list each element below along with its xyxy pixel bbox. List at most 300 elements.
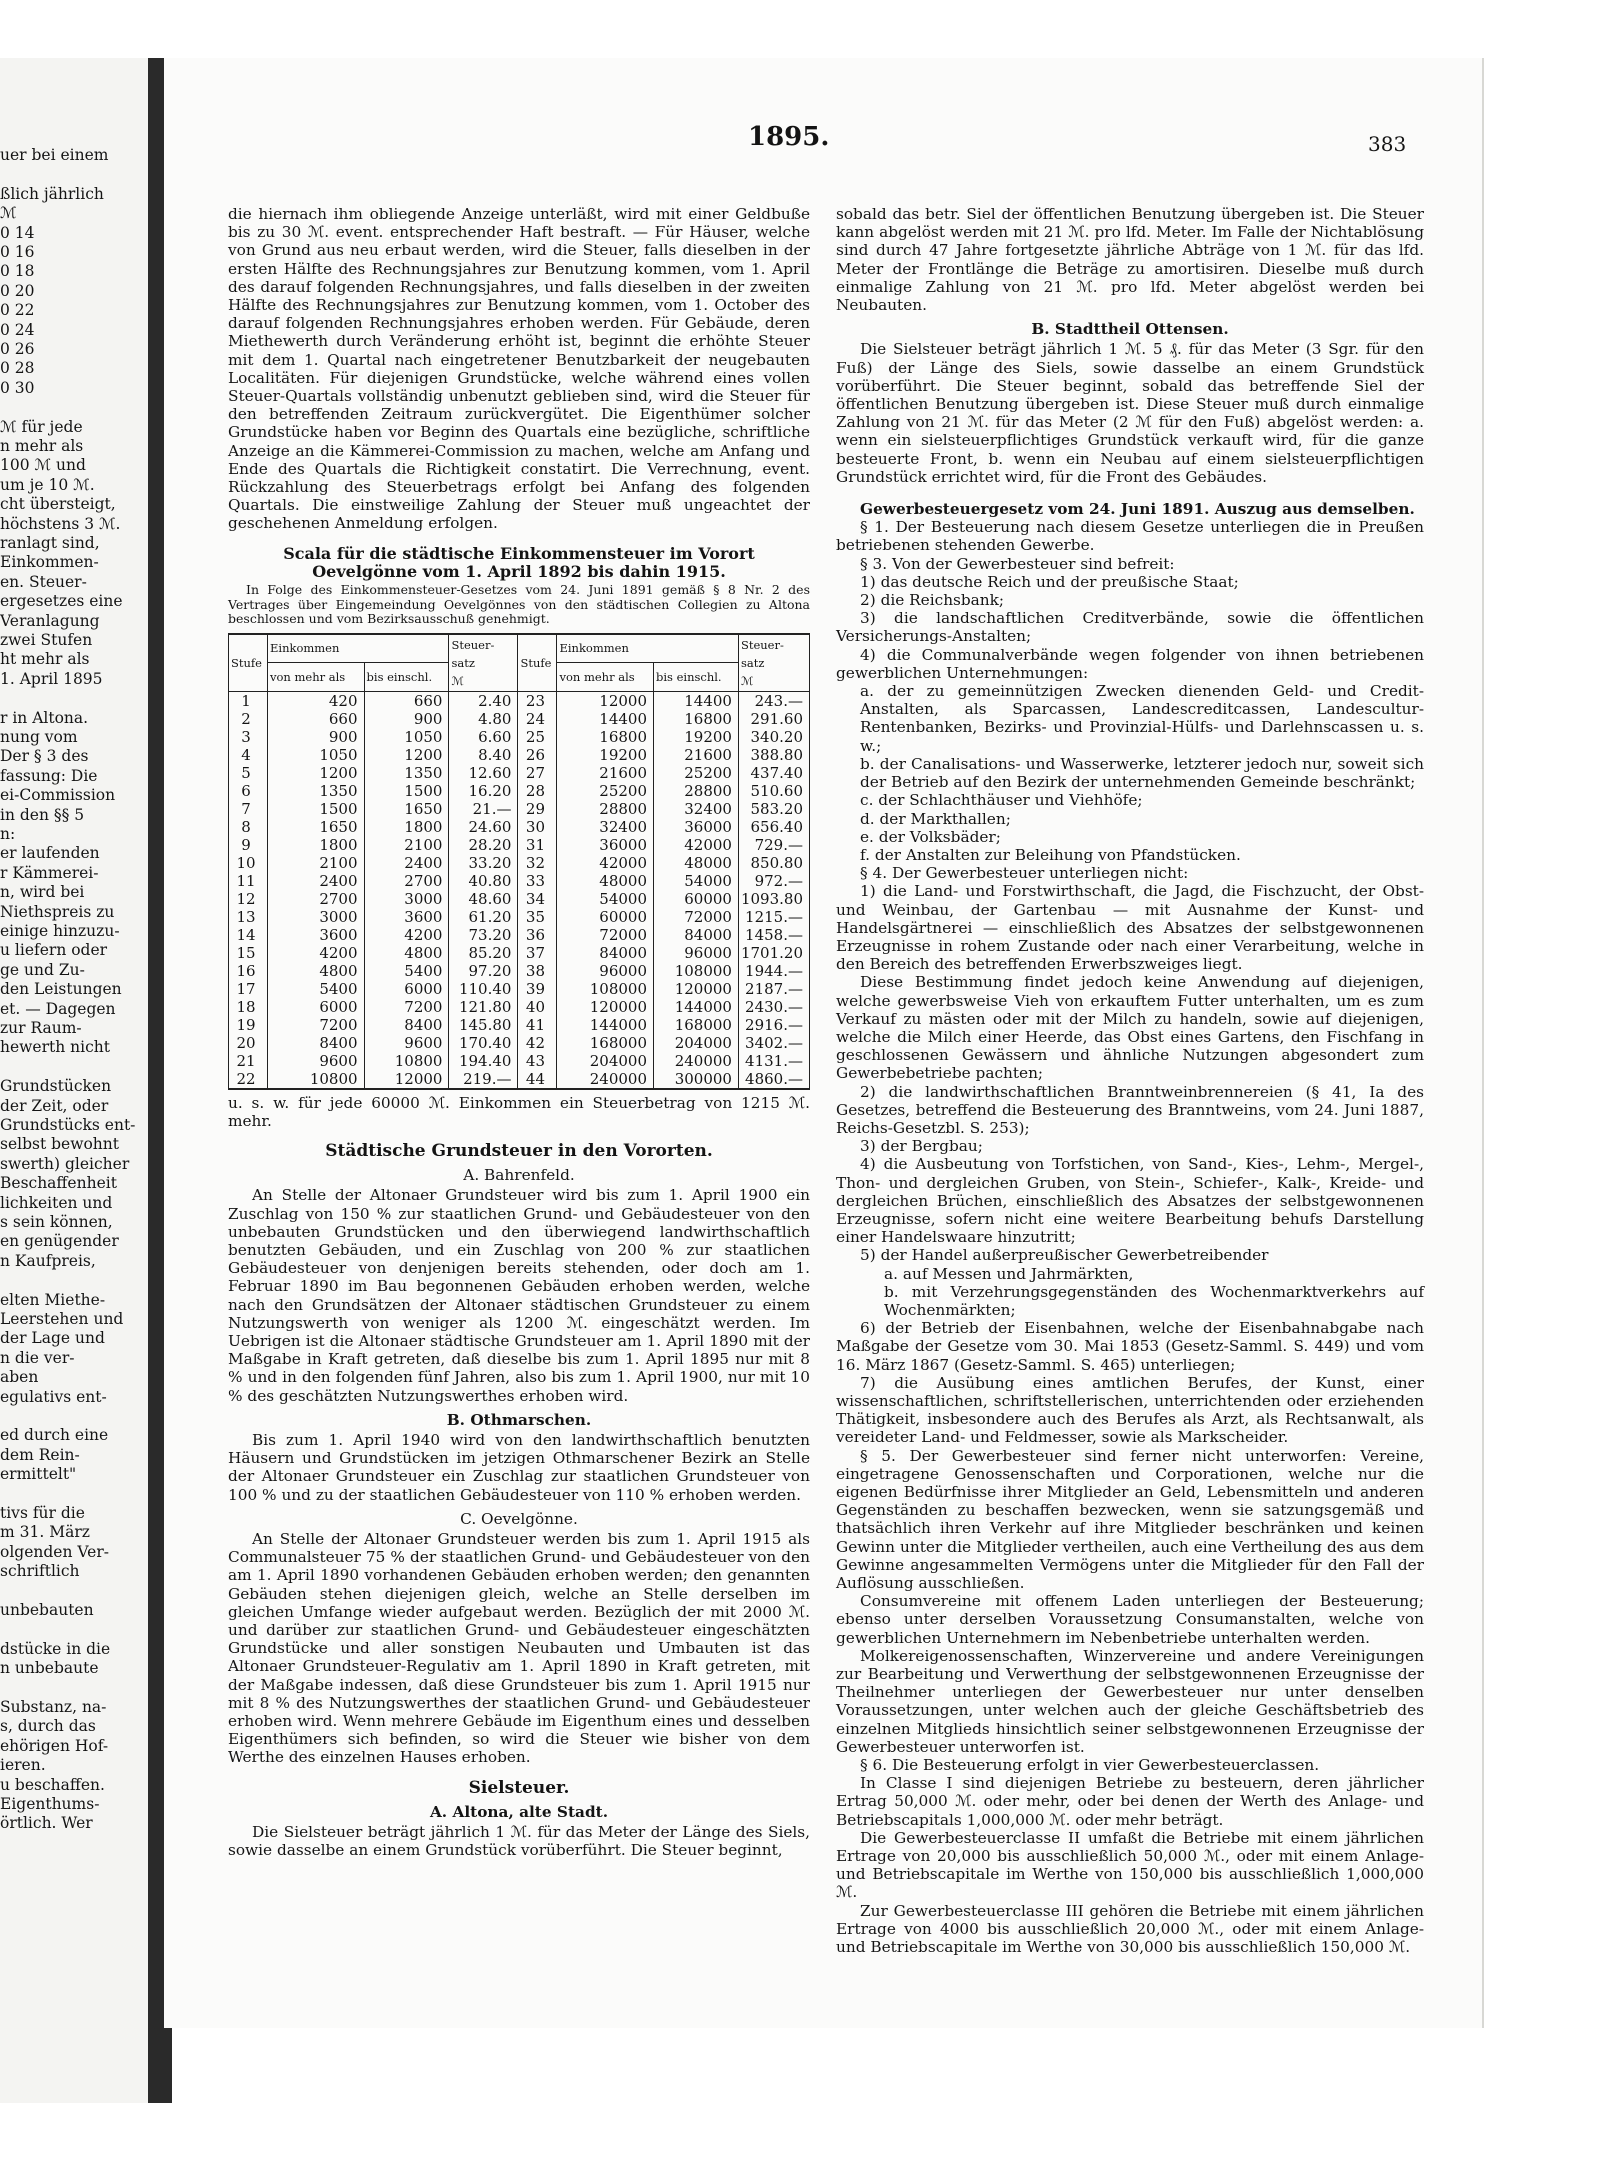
- table-row: [229, 890, 810, 908]
- table-cell: 6.60: [449, 728, 518, 746]
- left-page-fragment: ℳ: [0, 204, 17, 223]
- left-page-fragment: 0 28: [0, 359, 35, 378]
- table-row: [229, 1070, 810, 1089]
- table-cell: 7200: [364, 998, 449, 1016]
- table-row: [229, 782, 810, 800]
- left-page-fragment: swerth) gleicher: [0, 1154, 130, 1173]
- header-bis-einschl-2: bis einschl.: [654, 663, 739, 691]
- table-cell: 60000: [557, 908, 654, 926]
- left-page-fragment: et. — Dagegen: [0, 999, 116, 1018]
- table-cell: 1: [229, 691, 268, 710]
- table-cell: 420: [268, 691, 365, 710]
- table-row: [229, 818, 810, 836]
- table-cell: 25200: [557, 782, 654, 800]
- section-4-item-1: 1) die Land- und Forstwirthschaft, die Jagd, die Fischzucht, der Obst- und Weinbau, der Gartenbau — mit Ausnahme der Kunst- und Handelsgärtnerei — einschließlich des Absatzes der selbstgewonnenen Erzeugnisse in rohem Zustande oder nach einer Verarbeitung, welche in den Bereich des betreffenden Erwerbszweiges liegt.: [836, 882, 1424, 974]
- table-cell: 2700: [364, 872, 449, 890]
- left-page-fragment: 100 ℳ und: [0, 456, 86, 475]
- section-1: § 1. Der Besteuerung nach diesem Gesetze unterliegen die in Preußen betriebenen stehenden Gewerbe.: [836, 518, 1424, 555]
- table-cell: 23: [518, 691, 557, 710]
- header-stufe: Stufe: [229, 634, 268, 692]
- table-cell: 44: [518, 1070, 557, 1089]
- left-page-fragment: 0 22: [0, 301, 35, 320]
- header-bis-einschl: bis einschl.: [364, 663, 449, 691]
- table-cell: 660: [364, 691, 449, 710]
- table-cell: 3600: [268, 926, 365, 944]
- table-cell: 120000: [654, 980, 739, 998]
- table-cell: 656.40: [738, 818, 809, 836]
- table-row: [229, 1052, 810, 1070]
- table-cell: 42000: [557, 854, 654, 872]
- table-row: [229, 908, 810, 926]
- table-cell: 1050: [364, 728, 449, 746]
- left-page-fragment: r in Altona.: [0, 708, 89, 727]
- left-page-fragment: elten Miethe-: [0, 1290, 106, 1309]
- left-page-fragment: lichkeiten und: [0, 1193, 113, 1212]
- section-4-item-5b: b. mit Verzehrungsgegenständen des Wochenmarktverkehrs auf Wochenmärkten;: [884, 1282, 1424, 1319]
- table-cell: 85.20: [449, 944, 518, 962]
- left-page-fragment: m 31. März: [0, 1523, 90, 1542]
- left-page-fragment: Leerstehen und: [0, 1310, 124, 1328]
- table-row: [229, 800, 810, 818]
- table-cell: 54000: [654, 872, 739, 890]
- left-page-fragment: dstücke in die: [0, 1639, 111, 1658]
- table-row: [229, 854, 810, 872]
- table-cell: 1650: [364, 800, 449, 818]
- table-cell: 729.—: [738, 836, 809, 854]
- table-cell: 11: [229, 872, 268, 890]
- left-page-fragment: n Kaufpreis,: [0, 1251, 96, 1270]
- header-von-mehr-als-2: von mehr als: [557, 663, 654, 691]
- table-cell: 14: [229, 926, 268, 944]
- table-cell: 1050: [268, 746, 365, 764]
- table-cell: 48000: [654, 854, 739, 872]
- table-cell: 900: [364, 710, 449, 728]
- table-cell: 72000: [557, 926, 654, 944]
- table-cell: 4: [229, 746, 268, 764]
- left-page-fragment: s sein können,: [0, 1213, 113, 1231]
- table-cell: 1944.—: [738, 962, 809, 980]
- table-cell: 2916.—: [738, 1016, 809, 1034]
- table-cell: 10: [229, 854, 268, 872]
- left-page-fragment: örtlich. Wer: [0, 1814, 93, 1833]
- item-4: 4) die Communalverbände wegen folgender von ihnen betriebenen gewerblichen Unternehmungen:: [836, 645, 1424, 682]
- table-row: [229, 998, 810, 1016]
- table-cell: 14400: [557, 710, 654, 728]
- table-cell: 33.20: [449, 854, 518, 872]
- table-cell: 73.20: [449, 926, 518, 944]
- table-cell: 21600: [557, 764, 654, 782]
- table-cell: 28: [518, 782, 557, 800]
- table-cell: 5400: [364, 962, 449, 980]
- left-page-fragment: ht mehr als: [0, 650, 90, 669]
- left-page-fragment: Substanz, na-: [0, 1698, 107, 1716]
- table-row: [229, 962, 810, 980]
- table-cell: 204000: [557, 1052, 654, 1070]
- table-cell: 16: [229, 962, 268, 980]
- table-cell: 48.60: [449, 890, 518, 908]
- table-cell: 10800: [364, 1052, 449, 1070]
- item-4e: e. der Volksbäder;: [860, 827, 1001, 846]
- table-cell: 40.80: [449, 872, 518, 890]
- oevelgoenne-text: An Stelle der Altonaer Grundsteuer werden bis zum 1. April 1915 als Communalsteuer 75 % der staatlichen Grund- und Gebäudesteuer von den am 1. April 1890 vorhandenen Gebäuden erhoben werden; den genannten Gebäuden stehen diejenigen gleich, welche an Stelle derselben im gleichen Umfange wieder aufgebaut werden. Bezüglich der mit 2000 ℳ. und darüber zur staatlichen Grund- und Gebäudesteuer eingeschätzten Grundstücke und aller sonstigen Neubauten und Umbauten ist das Altonaer Grundsteuer-Regulativ am 1. April 1890 in Kraft getreten, mit der Maßgabe indessen, daß diese Grundsteuer bis zum 1. April 1915 nur mit 8 % des Nutzungswerthes der staatlichen Grund- und Gebäudesteuer erhoben wird. Wenn mehrere Gebäude im Eigenthum eines und desselben Eigenthümers sich befinden, so wird die Steuer wie bisher von dem Werthe des einzelnen Hauses erhoben.: [228, 1530, 810, 1767]
- table-cell: 1350: [364, 764, 449, 782]
- table-cell: 144000: [557, 1016, 654, 1034]
- table-cell: 48000: [557, 872, 654, 890]
- table-cell: 22: [229, 1070, 268, 1089]
- table-cell: 4800: [364, 944, 449, 962]
- section-4-item-1b: Diese Bestimmung findet jedoch keine Anwendung auf diejenigen, welche gewerbsweise Vieh von erkauftem Futter unterhalten, um es zum Verkauf zu mästen oder mit der Milch zu handeln, sowie auf diejenigen, welche die Milch einer Heerde, das Obst eines Gartens, den Fischfang in geschlossenen Gewässern und ähnliche Nutzungen abgesondert zum Gewerbebetriebe pachten;: [836, 973, 1424, 1083]
- table-cell: 16800: [654, 710, 739, 728]
- table-cell: 32400: [654, 800, 739, 818]
- left-page-fragment: 0 16: [0, 243, 35, 261]
- left-page-fragment: selbst bewohnt: [0, 1135, 120, 1154]
- table-cell: 2.40: [449, 691, 518, 710]
- left-page-fragment: 1. April 1895: [0, 669, 103, 688]
- table-cell: 3600: [364, 908, 449, 926]
- table-cell: 240000: [557, 1070, 654, 1089]
- table-cell: 29: [518, 800, 557, 818]
- table-cell: 168000: [654, 1016, 739, 1034]
- left-page-fragment: egulativs ent-: [0, 1387, 107, 1406]
- table-cell: 4860.—: [738, 1070, 809, 1089]
- table-cell: 28.20: [449, 836, 518, 854]
- table-row: [229, 746, 810, 764]
- table-cell: 36000: [654, 818, 739, 836]
- table-cell: 8: [229, 818, 268, 836]
- section-5: § 5. Der Gewerbesteuer sind ferner nicht unterworfen: Vereine, eingetragene Genossenschaften und Corporationen, welche nur die eigenen Bedürfnisse ihrer Mitglieder an Geld, Lebensmitteln und anderen Gegenständen zu beschaffen bezwecken, wenn sie satzungsgemäß und thatsächlich ihren Verkehr auf ihre Mitglieder beschränken und keinen Gewinn unter die Mitglieder vertheilen, auch eine Vertheilung des aus dem Gewinne angesammelten Vermögens unter die Mitglieder für den Fall der Auflösung ausschließen.: [836, 1446, 1424, 1593]
- table-row: [229, 926, 810, 944]
- table-cell: 388.80: [738, 746, 809, 764]
- table-cell: 15: [229, 944, 268, 962]
- table-cell: 19200: [557, 746, 654, 764]
- table-cell: 8.40: [449, 746, 518, 764]
- left-page-fragment: n:: [0, 825, 16, 843]
- bahrenfeld-heading: A. Bahrenfeld.: [463, 1166, 575, 1185]
- table-cell: 3402.—: [738, 1034, 809, 1052]
- left-page-fragment: dem Rein-: [0, 1445, 80, 1464]
- left-page-fragment: s, durch das: [0, 1717, 96, 1736]
- table-cell: 1200: [364, 746, 449, 764]
- table-row: [229, 691, 810, 710]
- left-page-fragment: ed durch eine: [0, 1426, 109, 1445]
- table-cell: 60000: [654, 890, 739, 908]
- table-cell: 4131.—: [738, 1052, 809, 1070]
- section-5c: Molkereigenossenschaften, Winzervereine und andere Vereinigungen zur Bearbeitung und Verwerthung der selbstgewonnenen Erzeugnisse der Theilnehmer unterliegen der Gewerbesteuer nur unter denselben Voraussetzungen, unter welchen auch der gleiche Geschäftsbetrieb des einzelnen Mitglieds hinsichtlich seiner selbstgewonnenen Erzeugnisse der Gewerbesteuer unterworfen ist.: [836, 1646, 1424, 1756]
- table-cell: 168000: [557, 1034, 654, 1052]
- table-cell: 25200: [654, 764, 739, 782]
- section-4-item-5: 5) der Handel außerpreußischer Gewerbetreibender: [860, 1246, 1269, 1265]
- table-cell: 2400: [364, 854, 449, 872]
- table-cell: 36000: [557, 836, 654, 854]
- table-footer: u. s. w. für jede 60000 ℳ. Einkommen ein Steuerbetrag von 1215 ℳ. mehr.: [228, 1093, 810, 1130]
- table-cell: 9600: [268, 1052, 365, 1070]
- table-row: [229, 764, 810, 782]
- section-6d: Zur Gewerbesteuerclasse III gehören die Betriebe mit einem jährlichen Ertrage von 4000 bis ausschließlich 20,000 ℳ., oder mit einem Anlage- und Betriebscapitale im Werthe von 30,000 bis ausschließlich 150,000 ℳ.: [836, 1901, 1424, 1957]
- left-page-fragment: ermittelt": [0, 1465, 77, 1484]
- income-tax-scale-table: [228, 633, 810, 1090]
- left-page-fragment: Der § 3 des: [0, 747, 89, 766]
- table-cell: 240000: [654, 1052, 739, 1070]
- left-page-fragment: ei-Commission: [0, 786, 116, 805]
- table-cell: 3: [229, 728, 268, 746]
- table-row: [229, 710, 810, 728]
- table-cell: 31: [518, 836, 557, 854]
- left-page-fragment: n, wird bei: [0, 883, 85, 902]
- table-cell: 43: [518, 1052, 557, 1070]
- table-cell: 850.80: [738, 854, 809, 872]
- left-page-fragment: Einkommen-: [0, 553, 99, 572]
- left-page-fragment: höchstens 3 ℳ.: [0, 514, 121, 533]
- table-cell: 42: [518, 1034, 557, 1052]
- table-cell: 54000: [557, 890, 654, 908]
- sielsteuer-title: Sielsteuer.: [468, 1777, 570, 1798]
- sielsteuer-continued: sobald das betr. Siel der öffentlichen Benutzung übergeben ist. Die Steuer kann abgelöst werden mit 21 ℳ. pro lfd. Meter. Im Falle der Nichtablösung sind durch 47 Jahre fortgesetzte jährliche Abträge von 1 ℳ. für das lfd. Meter der Frontlänge die Beträge zu amortisiren. Dieselbe muß durch einmalige Zahlung von 21 ℳ. pro lfd. Meter abgelöst werden bei Neubauten.: [836, 205, 1424, 315]
- table-cell: 61.20: [449, 908, 518, 926]
- left-page-fragment: r Kämmerei-: [0, 863, 99, 882]
- table-cell: 26: [518, 746, 557, 764]
- section-6b: In Classe I sind diejenigen Betriebe zu besteuern, deren jährlicher Ertrag 50,000 ℳ. oder mehr, oder bei denen der Werth des Anlage- und Betriebscapitals 1,000,000 ℳ. oder mehr beträgt.: [836, 1774, 1424, 1829]
- left-page-fragment: aben: [0, 1368, 39, 1387]
- table-cell: 6000: [364, 980, 449, 998]
- left-page-fragment: der Zeit, oder: [0, 1096, 109, 1115]
- table-cell: 108000: [654, 962, 739, 980]
- left-page-fragment: u beschaffen.: [0, 1775, 105, 1794]
- table-cell: 19: [229, 1016, 268, 1034]
- ottensen-heading: B. Stadttheil Ottensen.: [1031, 320, 1229, 339]
- table-cell: 2100: [268, 854, 365, 872]
- table-cell: 17: [229, 980, 268, 998]
- table-cell: 1093.80: [738, 890, 809, 908]
- left-page-fragment: in den §§ 5: [0, 805, 85, 824]
- left-page-fragment: Beschaffenheit: [0, 1174, 117, 1193]
- item-4b: b. der Canalisations- und Wasserwerke, letzterer jedoch nur, soweit sich der Betrieb auf den Bezirk der unternehmenden Gemeinde beschränkt;: [860, 754, 1424, 792]
- table-cell: 14400: [654, 691, 739, 710]
- left-page-fragment: Eigenthums-: [0, 1795, 100, 1813]
- gewerbesteuer-heading: Gewerbesteuergesetz vom 24. Juni 1891. Auszug aus demselben.: [860, 500, 1415, 519]
- section-4-item-5a: a. auf Messen und Jahrmärkten,: [884, 1264, 1134, 1283]
- table-cell: 32400: [557, 818, 654, 836]
- table-cell: 1800: [364, 818, 449, 836]
- table-cell: 3000: [364, 890, 449, 908]
- table-cell: 510.60: [738, 782, 809, 800]
- table-cell: 7: [229, 800, 268, 818]
- table-cell: 291.60: [738, 710, 809, 728]
- table-row: [229, 872, 810, 890]
- table-cell: 219.—: [449, 1070, 518, 1089]
- table-cell: 12000: [557, 691, 654, 710]
- item-1: 1) das deutsche Reich und der preußische Staat;: [860, 572, 1239, 591]
- table-row: [229, 944, 810, 962]
- table-cell: 1800: [268, 836, 365, 854]
- section-4-item-2: 2) die landwirthschaftlichen Branntweinbrennereien (§ 41, Ia des Gesetzes, betreffend die Besteuerung des Branntweins, vom 24. Juni 1887, Reichs-Gesetzbl. S. 253);: [836, 1082, 1424, 1137]
- left-page-fragment: en genügender: [0, 1232, 119, 1251]
- table-row: [229, 728, 810, 746]
- left-page-fragment: 0 20: [0, 281, 35, 300]
- page-number: 383: [1368, 132, 1407, 156]
- table-cell: 24.60: [449, 818, 518, 836]
- section-4-item-4: 4) die Ausbeutung von Torfstichen, von Sand-, Kies-, Lehm-, Mergel-, Thon- und dergleichen Gruben, von Stein-, Schiefer-, Kalk-, Kreide- und dergleichen Brüchen, einschließlich des Absatzes der selbstgewonnenen Erzeugnisse, sofern nicht eine weitere Bearbeitung behufs Darstellung einer Handelswaare hinzutritt;: [836, 1155, 1424, 1247]
- table-cell: 72000: [654, 908, 739, 926]
- section-4-item-6: 6) der Betrieb der Eisenbahnen, welche der Eisenbahnabgabe nach Maßgabe der Gesetze vom 30. Mai 1853 (Gesetz-Samml. S. 449) und vom 16. März 1867 (Gesetz-Samml. S. 465) unterliegen;: [836, 1319, 1424, 1374]
- table-cell: 340.20: [738, 728, 809, 746]
- section-5b: Consumvereine mit offenem Laden unterliegen der Besteuerung; ebenso unter derselben Voraussetzung Consumanstalten, welche von gewerblichen Unternehmern im Nebenbetriebe unterhalten werden.: [836, 1592, 1424, 1647]
- table-cell: 4200: [268, 944, 365, 962]
- table-cell: 36: [518, 926, 557, 944]
- table-cell: 41: [518, 1016, 557, 1034]
- table-cell: 21600: [654, 746, 739, 764]
- table-cell: 2700: [268, 890, 365, 908]
- header-stufe-2: Stufe: [518, 634, 557, 692]
- table-cell: 120000: [557, 998, 654, 1016]
- table-cell: 18: [229, 998, 268, 1016]
- table-cell: 204000: [654, 1034, 739, 1052]
- section-3: § 3. Von der Gewerbesteuer sind befreit:: [860, 554, 1175, 573]
- left-page-fragment: Grundstücken: [0, 1077, 112, 1096]
- table-cell: 16800: [557, 728, 654, 746]
- table-row: [229, 1034, 810, 1052]
- header-steuersatz-2: Steuer-satz ℳ: [738, 634, 809, 692]
- table-cell: 1200: [268, 764, 365, 782]
- table-row: [229, 1016, 810, 1034]
- table-cell: 972.—: [738, 872, 809, 890]
- left-page-fragment: 0 18: [0, 262, 35, 281]
- table-cell: 8400: [364, 1016, 449, 1034]
- table-cell: 97.20: [449, 962, 518, 980]
- table-cell: 13: [229, 908, 268, 926]
- table-cell: 4.80: [449, 710, 518, 728]
- left-page-fragment: zur Raum-: [0, 1019, 82, 1037]
- table-cell: 10800: [268, 1070, 365, 1089]
- table-cell: 5400: [268, 980, 365, 998]
- table-cell: 96000: [557, 962, 654, 980]
- table-cell: 1458.—: [738, 926, 809, 944]
- section-6c: Die Gewerbesteuerclasse II umfaßt die Betriebe mit einem jährlichen Ertrage von 20,000 bis ausschließlich 50,000 ℳ., oder mit einem Anlage- und Betriebscapitale im Werthe von 150,000 bis ausschließlich 1,000,000 ℳ.: [836, 1828, 1424, 1902]
- left-page-fragment: schriftlich: [0, 1562, 80, 1581]
- item-4f: f. der Anstalten zur Beleihung von Pfandstücken.: [860, 845, 1241, 864]
- left-page-fragment: zwei Stufen: [0, 631, 93, 649]
- table-cell: 145.80: [449, 1016, 518, 1034]
- table-cell: 39: [518, 980, 557, 998]
- left-page-fragment: uer bei einem: [0, 146, 109, 164]
- intro-paragraph: die hiernach ihm obliegende Anzeige unterläßt, wird mit einer Geldbuße bis zu 30 ℳ. event. entsprechender Haft bestraft. — Für Häuser, welche von Grund aus neu erbaut werden, wird die Steuer, falls dieselben in der ersten Hälfte des Rechnungsjahres zur Benutzung kommen, vom 1. April des darauf folgenden Rechnungsjahres, und falls dieselben in der zweiten Hälfte des Rechnungsjahres zur Benutzung kommen, vom 1. October des darauf folgenden Rechnungsjahres erhoben werden. Für Gebäude, deren Miethewerth durch Veränderung erhöht ist, beginnt die erhöhte Steuer mit dem 1. Quartal nach eingetretener Benutzbarkeit der neugebauten Localitäten. Für diejenigen Grundstücke, welche während eines vollen Steuer-Quartals vollständig unbenutzt geblieben sind, wird die Steuer für den betreffenden Zeitraum zurückvergütet. Die Eigenthümer solcher Grundstücke haben vor Beginn des Quartals eine bezügliche, schriftliche Anzeige an die Kämmerei-Commission zu machen, welche am Anfang und Ende des Quartals die Richtigkeit constatirt. Die Verrechnung, event. Rückzahlung des Steuerbetrags erfolgt bei Anfang des folgenden Quartals. Die einstweilige Zahlung der Steuer muß ungeachtet der geschehenen Anmeldung erfolgen.: [228, 205, 810, 533]
- table-cell: 40: [518, 998, 557, 1016]
- left-page-fragment: um je 10 ℳ.: [0, 475, 95, 494]
- header-einkommen: Einkommen: [268, 634, 449, 663]
- left-page-fragment: ehörigen Hof-: [0, 1736, 109, 1755]
- table-cell: 24: [518, 710, 557, 728]
- left-page-fragment: nung vom: [0, 728, 78, 746]
- left-page-fragment: ge und Zu-: [0, 960, 85, 979]
- table-cell: 660: [268, 710, 365, 728]
- table-cell: 35: [518, 908, 557, 926]
- table-cell: 2400: [268, 872, 365, 890]
- table-cell: 28800: [654, 782, 739, 800]
- left-page-fragment: Grundstücks ent-: [0, 1116, 136, 1134]
- left-page-fragment: ergesetzes eine: [0, 592, 123, 611]
- table-cell: 84000: [654, 926, 739, 944]
- left-page-fragment: ieren.: [0, 1756, 46, 1775]
- othmarschen-heading: B. Othmarschen.: [446, 1410, 592, 1429]
- table-cell: 4800: [268, 962, 365, 980]
- left-page-fragment: fassung: Die: [0, 766, 98, 785]
- table-cell: 2: [229, 710, 268, 728]
- header-einkommen-2: Einkommen: [557, 634, 739, 663]
- table-cell: 2187.—: [738, 980, 809, 998]
- left-page-fragment: cht übersteigt,: [0, 495, 116, 514]
- table-cell: 1215.—: [738, 908, 809, 926]
- left-page-fragment: n unbebaute: [0, 1659, 99, 1678]
- ottensen-text: Die Sielsteuer beträgt jährlich 1 ℳ. 5 ₰. für das Meter (3 Sgr. für den Fuß) der Länge des Siels, sowie dasselbe an einem Grundstück vorüberführt. Die Steuer beginnt, sobald das betreffende Siel der öffentlichen Benutzung übergeben ist. Diese Steuer muß durch einmalige Zahlung von 21 ℳ. für das Meter (2 ℳ für den Fuß) abgelöst werden: a. wenn ein sielsteuerpflichtiges Grundstück verkauft wird, für die ganze besteuerte Front, b. wenn ein Neubau auf einem sielsteuerpflichtigen Grundstück errichtet wird, für die Front des Gebäudes.: [836, 340, 1424, 486]
- table-cell: 21.—: [449, 800, 518, 818]
- altona-heading: A. Altona, alte Stadt.: [429, 1802, 609, 1821]
- table-cell: 170.40: [449, 1034, 518, 1052]
- table-row: [229, 836, 810, 854]
- table-cell: 110.40: [449, 980, 518, 998]
- table-cell: 25: [518, 728, 557, 746]
- table-cell: 2100: [364, 836, 449, 854]
- right-column: [836, 205, 1424, 1956]
- left-page-fragment: Niethspreis zu: [0, 902, 115, 921]
- left-page-fragment: hewerth nicht: [0, 1038, 110, 1057]
- bahrenfeld-text: An Stelle der Altonaer Grundsteuer wird bis zum 1. April 1900 ein Zuschlag von 150 % zur staatlichen Grund- und Gebäudesteuer von den unbebauten Grundstücken und den überwiegend landwirthschaftlich benutzten Gebäuden, und ein Zuschlag von 200 % zur staatlichen Gebäudesteuer von denjenigen bereits stehenden, oder doch am 1. Februar 1890 im Bau begonnenen Gebäuden erhoben werden, welche nach den Grundsätzen der Altonaer städtischen Grundsteuer zu einem Nutzungswerth von weniger als 1200 ℳ. eingeschätzt werden. Im Uebrigen ist die Altonaer städtische Grundsteuer am 1. April 1890 mit der Maßgabe in Kraft getreten, daß dieselbe bis zum 1. April 1895 nur mit 8 % und in den folgenden fünf Jahren, also bis zum 1. April 1900, nur mit 10 % des geschätzten Nutzungswerthes erhoben wird.: [228, 1186, 810, 1405]
- left-page-fragment: olgenden Ver-: [0, 1542, 109, 1561]
- table-cell: 33: [518, 872, 557, 890]
- table-cell: 6000: [268, 998, 365, 1016]
- table-cell: 108000: [557, 980, 654, 998]
- table-cell: 2430.—: [738, 998, 809, 1016]
- table-cell: 34: [518, 890, 557, 908]
- section-4-item-3: 3) der Bergbau;: [860, 1137, 983, 1156]
- table-cell: 84000: [557, 944, 654, 962]
- table-cell: 3000: [268, 908, 365, 926]
- othmarschen-text: Bis zum 1. April 1940 wird von den landwirthschaftlich benutzten Häusern und Grundstücken im jetzigen Othmarschener Bezirk an Stelle der Altonaer Grundsteuer ein Zuschlag zur staatlichen Grundsteuer von 100 % und zu der staatlichen Gebäudesteuer von 110 % erhoben werden.: [228, 1431, 810, 1504]
- table-cell: 583.20: [738, 800, 809, 818]
- table-cell: 900: [268, 728, 365, 746]
- oevelgoenne-heading: C. Oevelgönne.: [460, 1509, 578, 1528]
- left-page-fragment: der Lage und: [0, 1329, 105, 1348]
- table-cell: 27: [518, 764, 557, 782]
- left-page-fragment: 0 14: [0, 223, 35, 242]
- left-page-fragment: 0 24: [0, 320, 35, 339]
- scale-title: Scala für die städtische Einkommensteuer im Vorort Oevelgönne vom 1. April 1892 bis dahin 1915.: [283, 543, 755, 581]
- header-steuersatz: Steuer-satz ℳ: [449, 634, 518, 692]
- table-cell: 9600: [364, 1034, 449, 1052]
- left-page-fragment: unbebauten: [0, 1601, 94, 1619]
- table-cell: 1701.20: [738, 944, 809, 962]
- item-4a: a. der zu gemeinnützigen Zwecken dienenden Geld- und Credit-Anstalten, als Sparcassen, Landescreditcassen, Landescultur-Rentenbanken, Bezirks- und Provinzial-Hülfs- und Darlehnscassen u. s. w.;: [860, 682, 1424, 755]
- table-cell: 144000: [654, 998, 739, 1016]
- table-cell: 8400: [268, 1034, 365, 1052]
- header-von-mehr-als: von mehr als: [268, 663, 365, 691]
- left-page-fragment: 0 30: [0, 378, 35, 397]
- left-page-fragment: u liefern oder: [0, 941, 108, 960]
- table-cell: 243.—: [738, 691, 809, 710]
- table-cell: 7200: [268, 1016, 365, 1034]
- table-cell: 21: [229, 1052, 268, 1070]
- left-page-fragment: Veranlagung: [0, 611, 100, 630]
- table-cell: 30: [518, 818, 557, 836]
- left-page-fragment: den Leistungen: [0, 980, 122, 999]
- table-cell: 1650: [268, 818, 365, 836]
- item-4d: d. der Markthallen;: [860, 809, 1011, 828]
- table-cell: 9: [229, 836, 268, 854]
- table-cell: 12: [229, 890, 268, 908]
- left-page-fragment: einige hinzuzu-: [0, 922, 120, 940]
- table-cell: 20: [229, 1034, 268, 1052]
- item-2: 2) die Reichsbank;: [860, 591, 1005, 610]
- left-page-fragment: tivs für die: [0, 1504, 85, 1522]
- left-page-fragment: en. Steuer-: [0, 572, 87, 591]
